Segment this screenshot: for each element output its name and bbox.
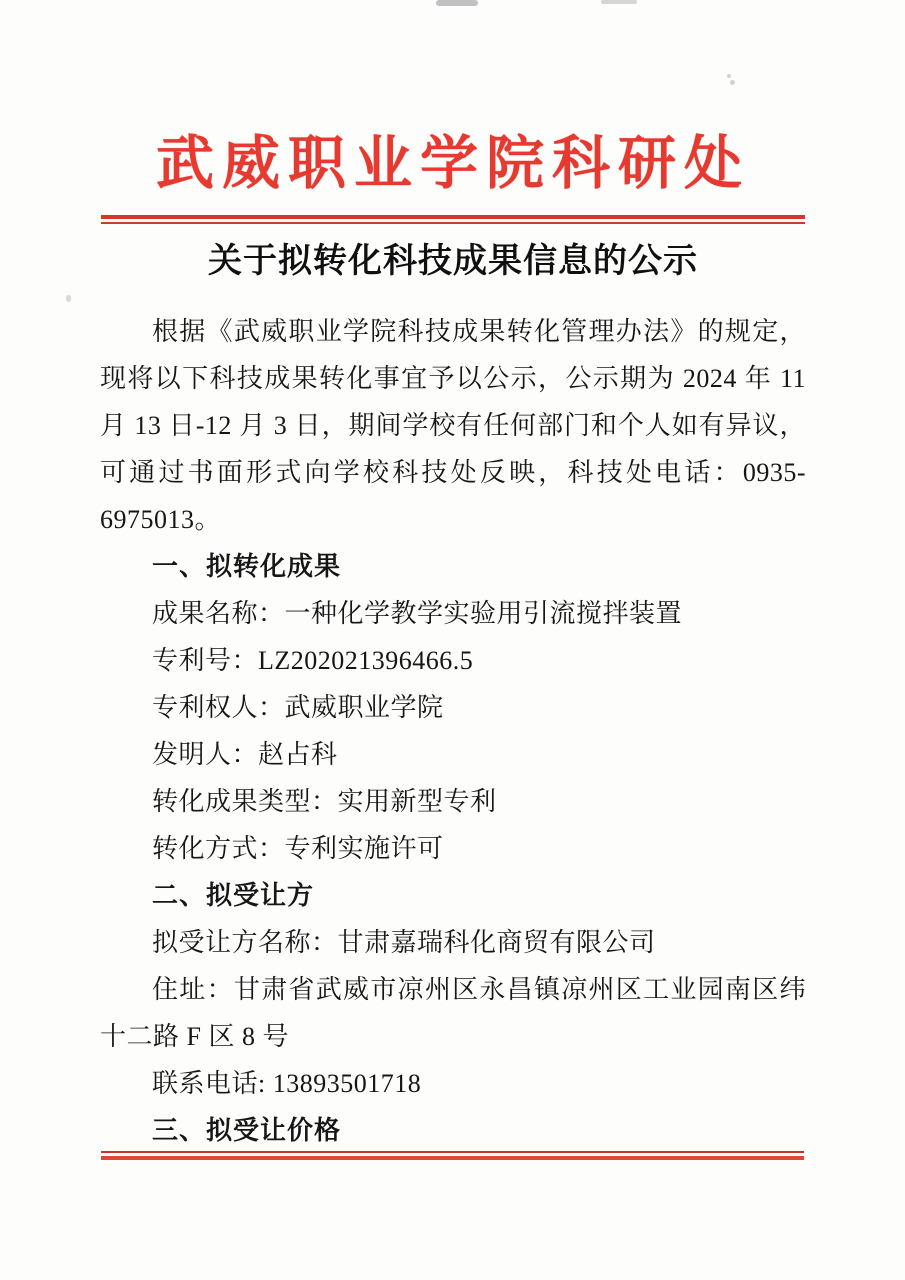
field-achievement-type: 转化成果类型：实用新型专利 <box>152 787 497 816</box>
field-contact-phone: 联系电话: 13893501718 <box>152 1069 422 1098</box>
scan-artifact <box>601 0 637 4</box>
field-patent-number: 专利号：LZ202021396466.5 <box>152 646 474 675</box>
document-title: 关于拟转化科技成果信息的公示 <box>208 243 698 280</box>
scan-artifact <box>727 74 731 78</box>
letterhead-title: 武威职业学院科研处 <box>155 131 750 196</box>
section-heading-proposed-price: 三、拟受让价格 <box>152 1116 342 1145</box>
section-heading-proposed-achievement: 一、拟转化成果 <box>152 552 342 581</box>
document-body <box>100 308 806 1154</box>
field-patentee: 专利权人：武威职业学院 <box>152 693 444 722</box>
field-transferee-address: 住址：甘肃省武威市凉州区永昌镇凉州区工业园南区纬十二路 F 区 8 号 <box>100 975 806 1051</box>
field-transform-method: 转化方式：专利实施许可 <box>152 834 444 863</box>
field-inventor: 发明人：赵占科 <box>152 740 338 769</box>
intro-paragraph: 根据《武威职业学院科技成果转化管理办法》的规定，现将以下科技成果转化事宜予以公示，公示期为 2024 年 11 月 13 日-12 月 3 日，期间学校有任何部门和个人如有异议，可通过书面形式向学校科技处反映，科技处电话：0935-6975013。 <box>100 317 806 534</box>
field-transferee-name: 拟受让方名称：甘肃嘉瑞科化商贸有限公司 <box>152 928 656 957</box>
footer-red-rule <box>101 1151 804 1160</box>
scan-artifact <box>730 80 735 85</box>
header-red-rule <box>101 215 805 224</box>
scan-artifact <box>66 295 71 302</box>
scan-artifact <box>436 0 478 6</box>
section-heading-proposed-transferee: 二、拟受让方 <box>152 881 315 910</box>
field-achievement-name: 成果名称：一种化学教学实验用引流搅拌装置 <box>152 599 683 628</box>
